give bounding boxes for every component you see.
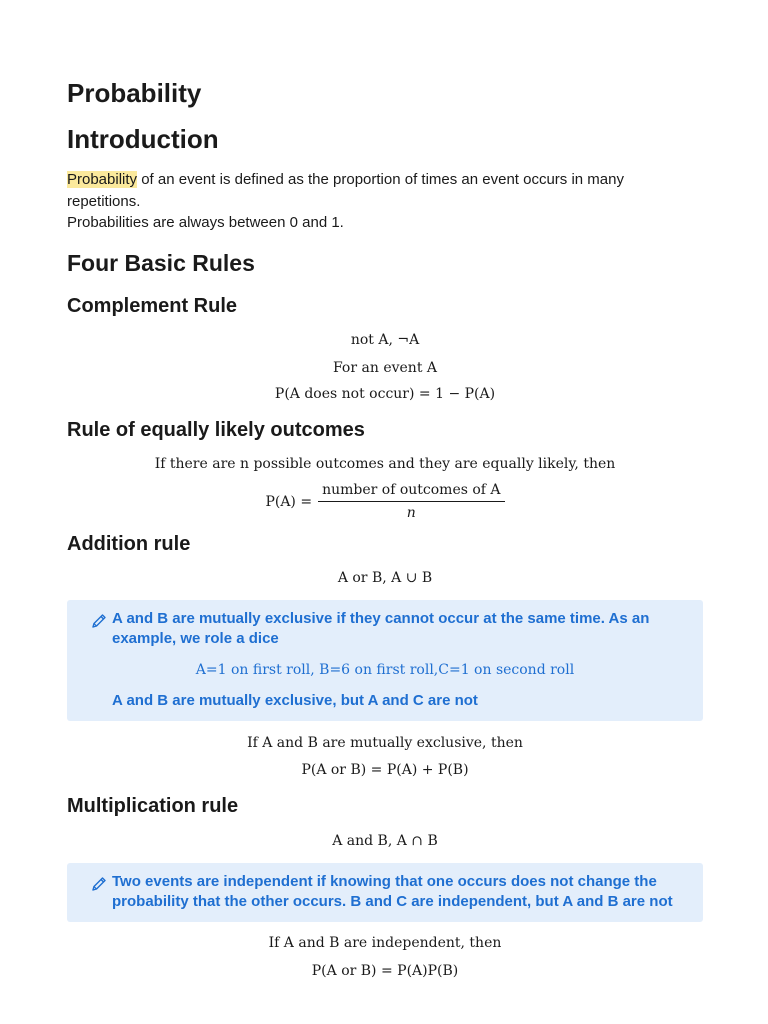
fraction-denominator: n — [406, 505, 416, 521]
multiplication-heading: Multiplication rule — [67, 795, 239, 817]
formula-lhs: P(A) = — [265, 493, 313, 510]
complement-notation: not A, ¬A — [350, 332, 420, 348]
addition-heading: Addition rule — [67, 533, 191, 555]
intro-line2: Probabilities are always between 0 and 1. — [67, 214, 344, 231]
highlighted-term: Probability — [67, 171, 138, 188]
equally-likely-heading: Rule of equally likely outcomes — [67, 419, 365, 441]
independence-callout — [67, 863, 703, 922]
rules-heading: Four Basic Rules — [67, 250, 255, 276]
pencil-icon — [91, 876, 107, 892]
intro-line1-rest: of an event is defined as the proportion of times an event occurs in many repetitions. — [67, 171, 624, 210]
multiplication-condition: If A and B are independent, then — [268, 935, 502, 951]
callout-definition: A and B are mutually exclusive if they cannot occur at the same time. As an example, we role a dice — [112, 610, 650, 647]
mutually-exclusive-callout — [67, 600, 703, 721]
intro-paragraph — [67, 169, 687, 234]
addition-notation: A or B, A ∪ B — [337, 570, 433, 586]
addition-formula: P(A or B) = P(A) + P(B) — [301, 762, 469, 778]
complement-heading: Complement Rule — [67, 295, 238, 317]
page-title: Probability — [67, 78, 202, 108]
intro-heading: Introduction — [67, 124, 219, 154]
addition-condition: If A and B are mutually exclusive, then — [247, 735, 523, 751]
callout-note: A and B are mutually exclusive, but A and C are not — [112, 692, 478, 709]
multiplication-notation: A and B, A ∩ B — [332, 833, 438, 849]
equally-likely-formula — [67, 481, 703, 522]
complement-for-event: For an event A — [332, 360, 437, 376]
callout-example-math: A=1 on first roll, B=6 on first roll,C=1 on second roll — [195, 662, 575, 678]
multiplication-formula: P(A or B) = P(A)P(B) — [311, 963, 459, 979]
pencil-icon — [91, 613, 107, 629]
callout-independence-text: Two events are independent if knowing that one occurs does not change the probability that the other occurs. B and C are independent, but A and B are not — [112, 873, 673, 910]
fraction-numerator: number of outcomes of A — [318, 481, 504, 502]
equally-likely-condition: If there are n possible outcomes and they are equally likely, then — [154, 456, 616, 472]
complement-formula: P(A does not occur) = 1 − P(A) — [274, 386, 496, 402]
fraction — [318, 481, 504, 522]
